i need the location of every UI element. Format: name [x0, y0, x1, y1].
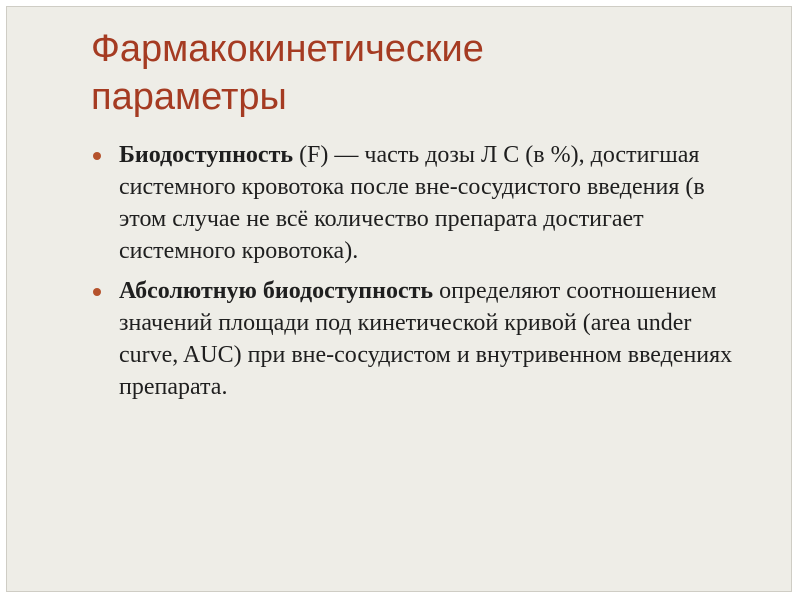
- bullet-list: [91, 139, 741, 411]
- bullet-item-bioavailability: [91, 139, 741, 267]
- bullet-dot-icon: [93, 288, 101, 296]
- bullet-term: Биодоступность: [119, 142, 294, 168]
- bullet-text: (F) — часть дозы Л С (в %), достигшая системного кровотока после вне-сосудистого введения (в этом случае не всё количество препарата достигает системного кровотока).: [119, 142, 705, 264]
- slide: [6, 6, 792, 592]
- bullet-text: определяют соотношением значений площади под кинетической кривой (area under curve, AUC) при вне-сосудистом и внутривенном введениях препарата.: [119, 278, 733, 400]
- bullet-term: Абсолютную биодоступность: [119, 278, 434, 304]
- slide-title-line-1: Фармакокинетические: [91, 28, 484, 70]
- bullet-dot-icon: [93, 152, 101, 160]
- slide-title: [91, 25, 771, 121]
- bullet-item-absolute-bioavailability: [91, 275, 741, 403]
- slide-title-line-2: параметры: [91, 76, 287, 118]
